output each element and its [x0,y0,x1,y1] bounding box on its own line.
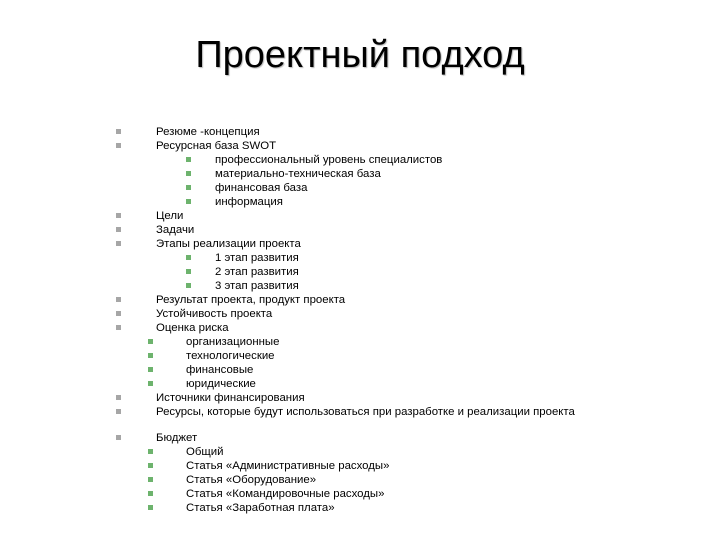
list-item-text: Оценка риска [156,322,229,334]
list-item-text: Статья «Оборудование» [186,474,317,486]
list-item-text: 2 этап развития [215,266,299,278]
list-item-text: Общий [186,446,224,458]
square-bullet-icon [148,353,153,358]
list-item-text: материально-техническая база [215,168,381,180]
list-item-text: Статья «Административные расходы» [186,460,390,472]
square-bullet-icon [116,213,121,218]
square-bullet-icon [148,367,153,372]
square-bullet-icon [148,449,153,454]
square-bullet-icon [186,283,191,288]
square-bullet-icon [116,325,121,330]
square-bullet-icon [116,241,121,246]
list-item-text: Статья «Заработная плата» [186,502,335,514]
list-item-text: технологические [186,350,275,362]
list-item-text: Задачи [156,224,195,236]
list-item-text: организационные [186,336,280,348]
list-item-text: Цели [156,210,184,222]
list-item-text: юридические [186,378,256,390]
list-item-text: Устойчивость проекта [156,308,273,320]
list-item-text: Ресурсы, которые будут использоваться при разработке и реализации проекта [156,406,575,418]
square-bullet-icon [116,129,121,134]
square-bullet-icon [148,491,153,496]
square-bullet-icon [186,171,191,176]
square-bullet-icon [186,185,191,190]
square-bullet-icon [186,269,191,274]
list-item-text: финансовые [186,364,254,376]
slide-title: Проектный подход [195,34,525,76]
list-item-text: 3 этап развития [215,280,299,292]
square-bullet-icon [116,227,121,232]
list-item-text: 1 этап развития [215,252,299,264]
square-bullet-icon [186,255,191,260]
list-item-text: Результат проекта, продукт проекта [156,294,346,306]
square-bullet-icon [148,505,153,510]
square-bullet-icon [148,463,153,468]
square-bullet-icon [116,311,121,316]
square-bullet-icon [116,297,121,302]
square-bullet-icon [116,143,121,148]
square-bullet-icon [148,381,153,386]
list-item-text: Этапы реализации проекта [156,238,301,250]
list-item-text: финансовая база [215,182,308,194]
list-item-text: информация [215,196,283,208]
list-item-text: Бюджет [156,432,198,444]
list-item-text: Резюме -концепция [156,126,260,138]
square-bullet-icon [186,199,191,204]
square-bullet-icon [116,395,121,400]
list-item-text: Статья «Командировочные расходы» [186,488,385,500]
square-bullet-icon [116,409,121,414]
list-item-text: Источники финансирования [156,392,305,404]
list-item-text: профессиональный уровень специалистов [215,154,443,166]
square-bullet-icon [186,157,191,162]
square-bullet-icon [148,339,153,344]
square-bullet-icon [116,435,121,440]
list-item-text: Ресурсная база SWOT [156,140,277,152]
square-bullet-icon [148,477,153,482]
